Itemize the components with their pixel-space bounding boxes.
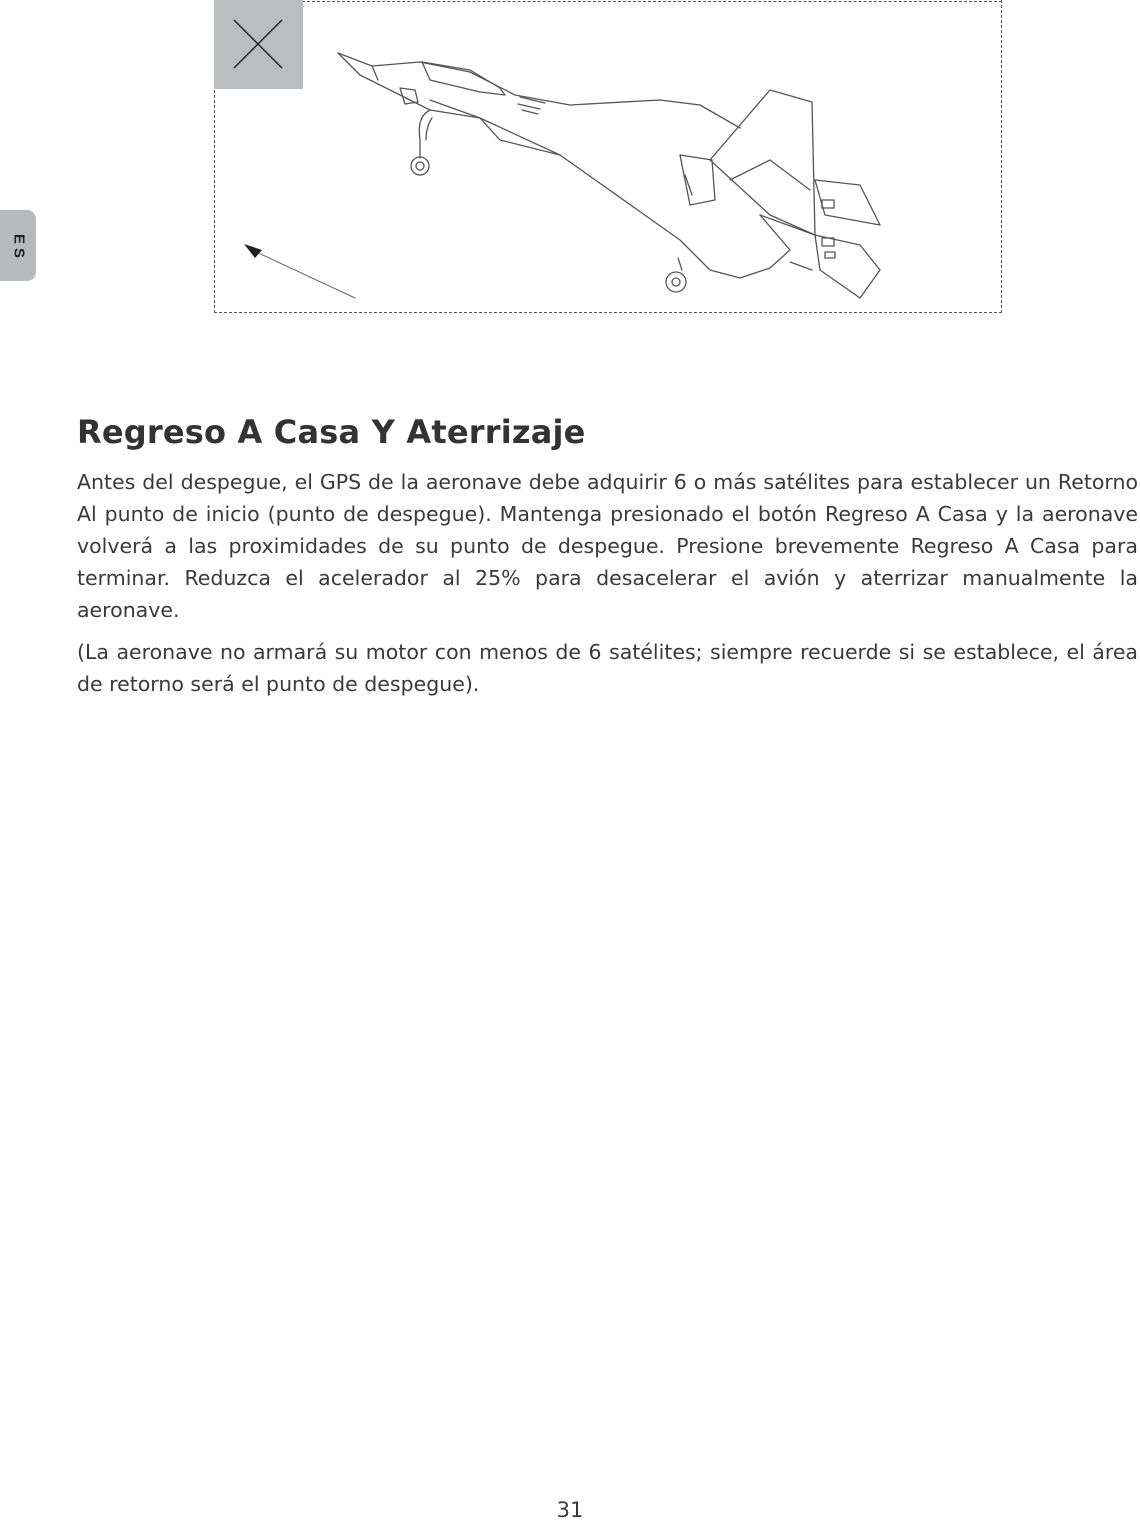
language-tab [0, 210, 36, 281]
body-paragraph: Antes del despegue, el GPS de la aeronave debe adquirir 6 o más satélites para establecer un Retorno Al punto de inicio (punto de despegue). Mantenga presionado el botón Regreso A Casa y la aeronave volverá a las proximidades de su punto de despegue. Presione brevemente Regreso A Casa para terminar. Reduzca el acelerador al 25% para desacelerar el avión y aterrizar manualmente la aeronave. [77, 470, 1138, 622]
airplane-diagram-icon [214, 0, 1002, 313]
section-title: Regreso A Casa Y Aterrizaje [77, 413, 586, 451]
note-paragraph: (La aeronave no armará su motor con menos de 6 satélites; siempre recuerde si se establece, el área de retorno será el punto de despegue). [77, 640, 1138, 696]
page-number: 31 [556, 1498, 584, 1522]
language-tab-label: ES [10, 233, 28, 262]
main-content [77, 410, 1138, 710]
